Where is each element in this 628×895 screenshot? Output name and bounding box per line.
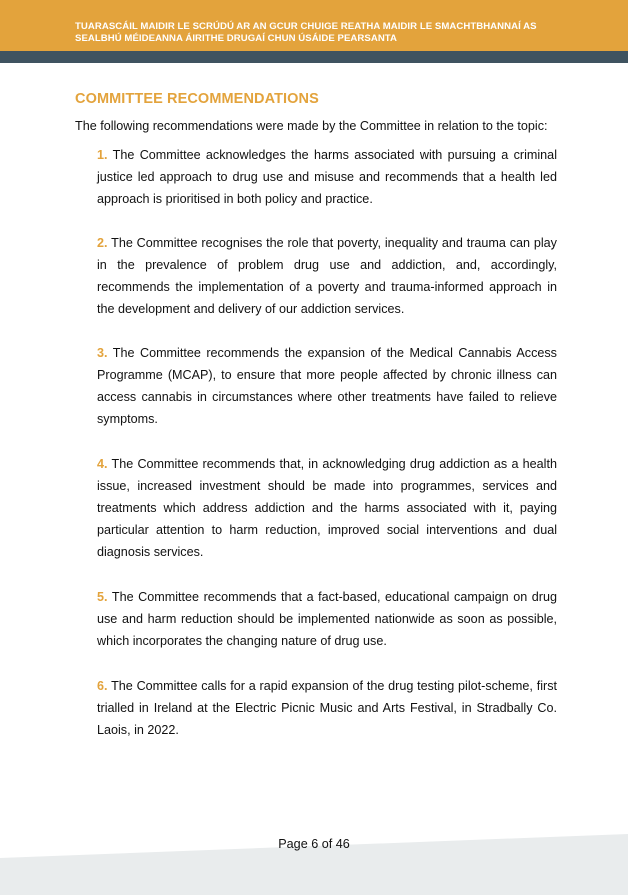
header-strip xyxy=(0,51,628,63)
section-title: COMMITTEE RECOMMENDATIONS xyxy=(75,91,319,107)
recommendation-item xyxy=(97,453,557,563)
recommendation-text: The Committee recommends the expansion of the Medical Cannabis Access Programme (MCAP), to ensure that more people affected by chronic illness can access cannabis in circumstances where other treatments have failed to relieve symptoms. xyxy=(97,346,557,426)
recommendation-number: 1. xyxy=(97,148,108,162)
recommendation-item xyxy=(97,232,557,320)
recommendation-number: 4. xyxy=(97,457,108,471)
recommendation-number: 5. xyxy=(97,590,108,604)
recommendation-item xyxy=(97,342,557,430)
page-number: Page 6 of 46 xyxy=(278,837,350,851)
recommendation-text: The Committee recommends that a fact-based, educational campaign on drug use and harm reduction should be implemented nationwide as soon as possible, which incorporates the changing nature of drug use. xyxy=(97,590,557,648)
recommendation-item xyxy=(97,586,557,652)
recommendation-number: 2. xyxy=(97,236,108,250)
footer-band xyxy=(0,820,628,895)
recommendation-number: 3. xyxy=(97,346,108,360)
recommendation-item xyxy=(97,675,557,741)
recommendation-text: The Committee recognises the role that poverty, inequality and trauma can play in the prevalence of problem drug use and addiction, and, accordingly, recommends the implementation of a poverty and trauma-informed approach in the development and delivery of our addiction services. xyxy=(97,236,557,316)
report-title-line-2: SEALBHÚ MÉIDEANNA ÁIRITHE DRUGAÍ CHUN ÚSÁIDE PEARSANTA xyxy=(75,32,397,44)
recommendation-text: The Committee calls for a rapid expansion of the drug testing pilot-scheme, first trialled in Ireland at the Electric Picnic Music and Arts Festival, in Stradbally Co. Laois, in 2022. xyxy=(97,679,557,737)
recommendation-text: The Committee recommends that, in acknowledging drug addiction as a health issue, increased investment should be made into programmes, services and treatments which address addiction and the harms associated with it, paying particular attention to harm reduction, improved social interventions and dual diagnosis services. xyxy=(97,457,557,559)
intro-paragraph: The following recommendations were made by the Committee in relation to the topic: xyxy=(75,119,548,133)
recommendation-item xyxy=(97,144,557,210)
report-title-line-1: TUARASCÁIL MAIDIR LE SCRÚDÚ AR AN GCUR CHUIGE REATHA MAIDIR LE SMACHTBHANNAÍ AS xyxy=(75,21,537,32)
recommendation-text: The Committee acknowledges the harms associated with pursuing a criminal justice led approach to drug use and misuse and recommends that a health led approach is prioritised in both policy and practice. xyxy=(97,148,557,206)
recommendation-number: 6. xyxy=(97,679,108,693)
report-title xyxy=(75,21,575,44)
